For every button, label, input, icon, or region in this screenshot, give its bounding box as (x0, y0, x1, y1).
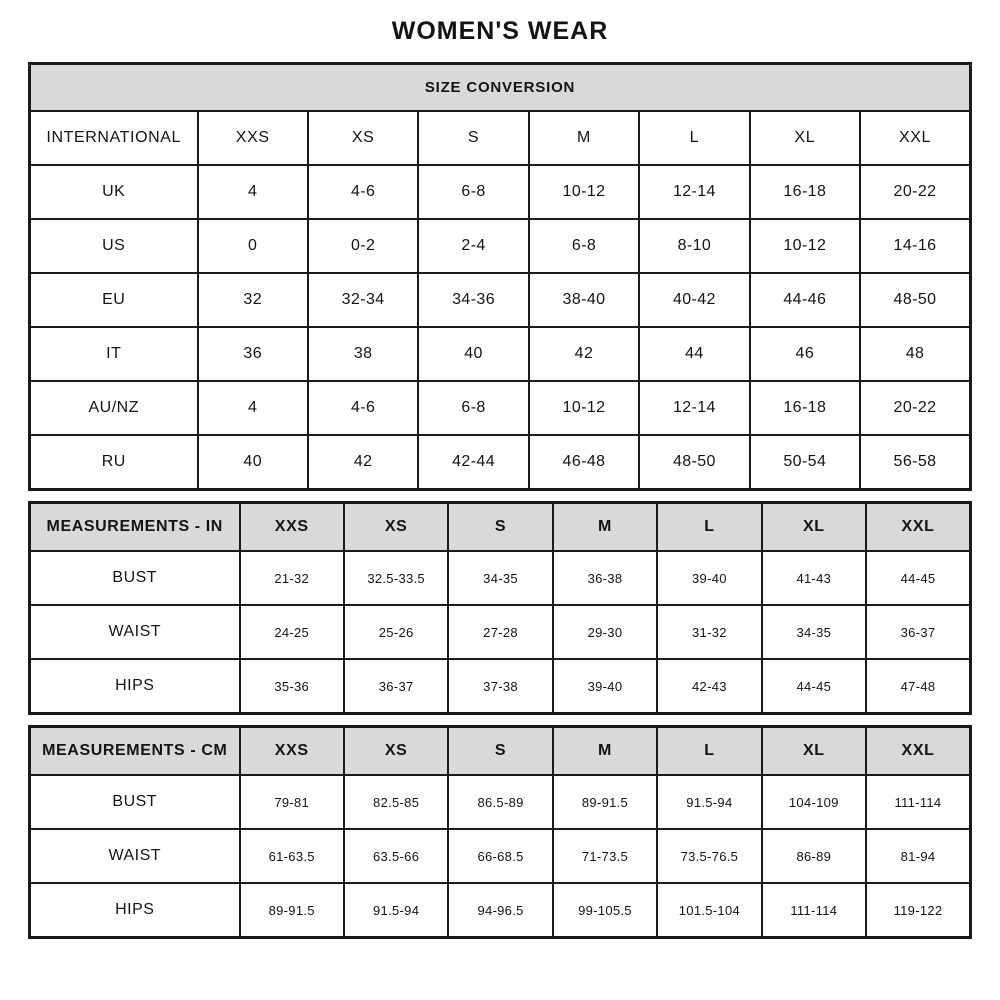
cell-value: 44 (639, 327, 749, 381)
cell-value: 48 (860, 327, 970, 381)
header-size-xl: XL (762, 503, 866, 552)
cell-value: 10-12 (750, 219, 860, 273)
cell-value: 6-8 (418, 165, 528, 219)
header-size-xxs: XXS (240, 727, 344, 776)
cell-value: 34-35 (762, 605, 866, 659)
row-label: US (30, 219, 198, 273)
cell-value: 44-45 (762, 659, 866, 714)
measurements-cm-title: MEASUREMENTS - CM (30, 727, 240, 776)
cell-value: 39-40 (657, 551, 761, 605)
row-label: EU (30, 273, 198, 327)
cell-value: 61-63.5 (240, 829, 344, 883)
cell-value: 44-45 (866, 551, 970, 605)
row-label: WAIST (30, 829, 240, 883)
cell-value: 32.5-33.5 (344, 551, 448, 605)
cell-value: 42 (529, 327, 639, 381)
cell-value: 34-35 (448, 551, 552, 605)
cell-value: 6-8 (418, 381, 528, 435)
cell-value: 37-38 (448, 659, 552, 714)
header-size-xxl: XXL (860, 111, 970, 165)
row-label: BUST (30, 775, 240, 829)
row-label: BUST (30, 551, 240, 605)
header-size-s: S (448, 503, 552, 552)
table-row (30, 273, 971, 327)
cell-value: 10-12 (529, 381, 639, 435)
cell-value: 0 (198, 219, 308, 273)
cell-value: 32 (198, 273, 308, 327)
cell-value: 14-16 (860, 219, 970, 273)
size-conversion-title: SIZE CONVERSION (30, 64, 971, 112)
table-row (30, 219, 971, 273)
header-size-xl: XL (762, 727, 866, 776)
table-row (30, 435, 971, 490)
header-size-l: L (657, 503, 761, 552)
cell-value: 36-38 (553, 551, 657, 605)
cell-value: 91.5-94 (657, 775, 761, 829)
cell-value: 40 (418, 327, 528, 381)
cell-value: 56-58 (860, 435, 970, 490)
size-conversion-title-row (30, 64, 971, 112)
cell-value: 20-22 (860, 381, 970, 435)
cell-value: 50-54 (750, 435, 860, 490)
cell-value: 40-42 (639, 273, 749, 327)
cell-value: 42-43 (657, 659, 761, 714)
cell-value: 2-4 (418, 219, 528, 273)
cell-value: 41-43 (762, 551, 866, 605)
cell-value: 119-122 (866, 883, 970, 938)
cell-value: 12-14 (639, 165, 749, 219)
cell-value: 99-105.5 (553, 883, 657, 938)
cell-value: 104-109 (762, 775, 866, 829)
cell-value: 47-48 (866, 659, 970, 714)
cell-value: 46-48 (529, 435, 639, 490)
cell-value: 4 (198, 165, 308, 219)
table-row (30, 829, 971, 883)
row-label: HIPS (30, 659, 240, 714)
size-conversion-body (30, 165, 971, 490)
cell-value: 82.5-85 (344, 775, 448, 829)
cell-value: 4-6 (308, 381, 418, 435)
cell-value: 48-50 (860, 273, 970, 327)
cell-value: 29-30 (553, 605, 657, 659)
table-row (30, 659, 971, 714)
table-row (30, 327, 971, 381)
row-label: IT (30, 327, 198, 381)
measurements-cm-header-row (30, 727, 971, 776)
cell-value: 79-81 (240, 775, 344, 829)
header-size-xxl: XXL (866, 727, 970, 776)
table-row (30, 775, 971, 829)
cell-value: 89-91.5 (240, 883, 344, 938)
table-row (30, 165, 971, 219)
cell-value: 39-40 (553, 659, 657, 714)
header-size-s: S (418, 111, 528, 165)
cell-value: 40 (198, 435, 308, 490)
cell-value: 36 (198, 327, 308, 381)
header-size-xxs: XXS (240, 503, 344, 552)
cell-value: 63.5-66 (344, 829, 448, 883)
cell-value: 24-25 (240, 605, 344, 659)
cell-value: 32-34 (308, 273, 418, 327)
cell-value: 25-26 (344, 605, 448, 659)
row-label: RU (30, 435, 198, 490)
table-row (30, 605, 971, 659)
cell-value: 10-12 (529, 165, 639, 219)
measurements-cm-body (30, 775, 971, 938)
measurements-in-header-row (30, 503, 971, 552)
cell-value: 0-2 (308, 219, 418, 273)
measurements-in-title: MEASUREMENTS - IN (30, 503, 240, 552)
cell-value: 31-32 (657, 605, 761, 659)
header-size-xxs: XXS (198, 111, 308, 165)
cell-value: 94-96.5 (448, 883, 552, 938)
size-conversion-table (28, 62, 972, 491)
cell-value: 8-10 (639, 219, 749, 273)
cell-value: 36-37 (866, 605, 970, 659)
measurements-in-body (30, 551, 971, 714)
cell-value: 46 (750, 327, 860, 381)
cell-value: 35-36 (240, 659, 344, 714)
header-size-xl: XL (750, 111, 860, 165)
cell-value: 12-14 (639, 381, 749, 435)
page-title: WOMEN'S WEAR (391, 17, 609, 45)
cell-value: 16-18 (750, 165, 860, 219)
measurements-in-table (28, 501, 972, 715)
table-row (30, 381, 971, 435)
header-size-m: M (529, 111, 639, 165)
cell-value: 21-32 (240, 551, 344, 605)
header-size-xs: XS (344, 503, 448, 552)
cell-value: 27-28 (448, 605, 552, 659)
cell-value: 86.5-89 (448, 775, 552, 829)
table-row (30, 551, 971, 605)
cell-value: 42-44 (418, 435, 528, 490)
header-size-xs: XS (344, 727, 448, 776)
cell-value: 44-46 (750, 273, 860, 327)
cell-value: 71-73.5 (553, 829, 657, 883)
cell-value: 101.5-104 (657, 883, 761, 938)
measurements-cm-table (28, 725, 972, 939)
size-conversion-header-row (30, 111, 971, 165)
cell-value: 38-40 (529, 273, 639, 327)
cell-value: 81-94 (866, 829, 970, 883)
cell-value: 86-89 (762, 829, 866, 883)
header-size-xxl: XXL (866, 503, 970, 552)
header-size-l: L (657, 727, 761, 776)
header-international: INTERNATIONAL (30, 111, 198, 165)
cell-value: 16-18 (750, 381, 860, 435)
header-size-m: M (553, 503, 657, 552)
cell-value: 73.5-76.5 (657, 829, 761, 883)
row-label: WAIST (30, 605, 240, 659)
cell-value: 48-50 (639, 435, 749, 490)
cell-value: 20-22 (860, 165, 970, 219)
cell-value: 89-91.5 (553, 775, 657, 829)
row-label: UK (30, 165, 198, 219)
row-label: AU/NZ (30, 381, 198, 435)
row-label: HIPS (30, 883, 240, 938)
header-size-xs: XS (308, 111, 418, 165)
header-size-l: L (639, 111, 749, 165)
cell-value: 42 (308, 435, 418, 490)
cell-value: 38 (308, 327, 418, 381)
header-size-m: M (553, 727, 657, 776)
cell-value: 6-8 (529, 219, 639, 273)
cell-value: 91.5-94 (344, 883, 448, 938)
cell-value: 4-6 (308, 165, 418, 219)
cell-value: 4 (198, 381, 308, 435)
cell-value: 34-36 (418, 273, 528, 327)
cell-value: 111-114 (762, 883, 866, 938)
header-size-s: S (448, 727, 552, 776)
cell-value: 66-68.5 (448, 829, 552, 883)
cell-value: 111-114 (866, 775, 970, 829)
cell-value: 36-37 (344, 659, 448, 714)
table-row (30, 883, 971, 938)
